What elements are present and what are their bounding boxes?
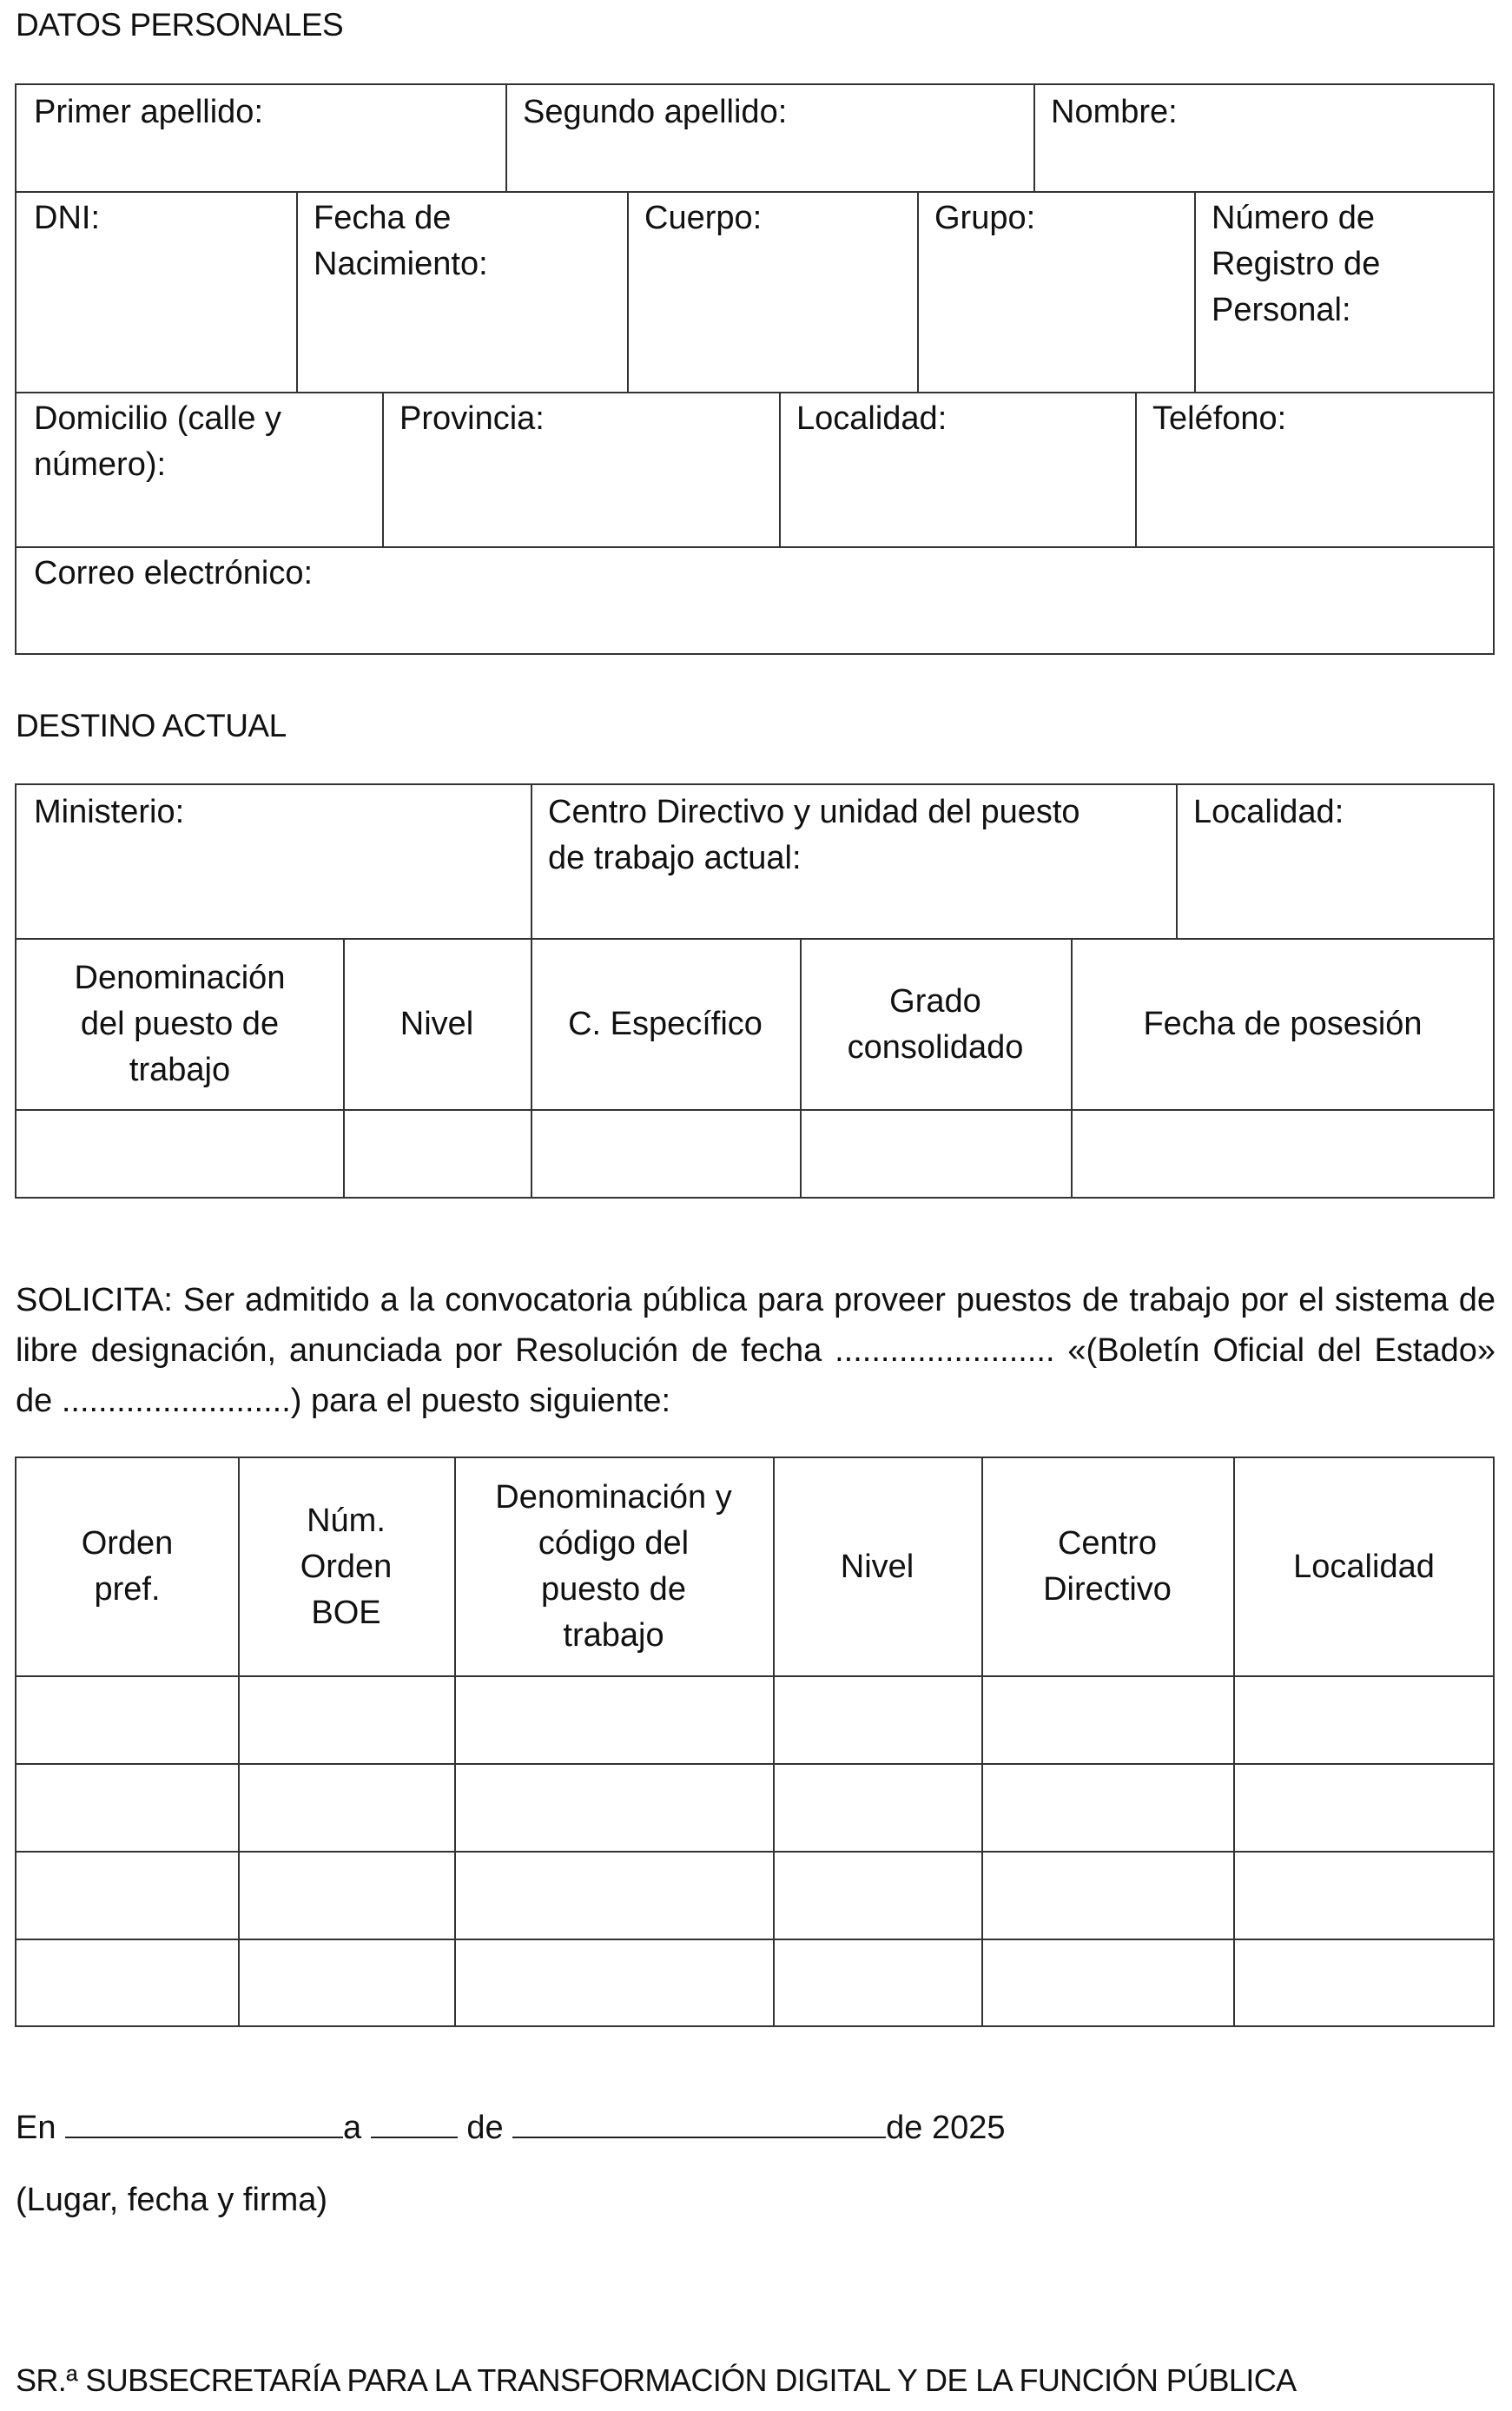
nivel-input[interactable] — [343, 1111, 531, 1198]
provincia-field[interactable]: Provincia: — [399, 400, 545, 437]
fecha-nacimiento-field[interactable]: Fecha de Nacimiento: — [314, 200, 488, 282]
header-denominacion-codigo: Denominación y código del puesto de trabajo — [495, 1479, 732, 1654]
header-complemento-especifico: C. Específico — [568, 1006, 763, 1042]
numero-registro-personal-field[interactable]: Número de Registro de Personal: — [1212, 200, 1381, 328]
firma-line — [16, 2102, 1006, 2147]
dia-blank[interactable] — [371, 2102, 458, 2138]
denominacion-puesto-input[interactable] — [17, 1111, 343, 1198]
header-denominacion-puesto: Denominación del puesto de trabajo — [74, 960, 286, 1088]
centro-directivo-unidad-field[interactable]: Centro Directivo y unidad del puesto de trabajo actual: — [548, 794, 1080, 876]
grado-consolidado-input[interactable] — [800, 1111, 1071, 1198]
header-orden-pref: Orden pref. — [81, 1525, 174, 1608]
primer-apellido-field[interactable]: Primer apellido: — [34, 94, 263, 130]
table-row[interactable] — [17, 1677, 1495, 1763]
datos-personales-table — [15, 83, 1495, 655]
header-localidad: Localidad — [1293, 1548, 1435, 1585]
header-centro-directivo: Centro Directivo — [1043, 1525, 1172, 1608]
segundo-apellido-field[interactable]: Segundo apellido: — [523, 94, 788, 130]
table-row[interactable] — [17, 1940, 1495, 2027]
correo-electronico-field[interactable]: Correo electrónico: — [34, 555, 314, 591]
firma-a-label: a — [343, 2110, 362, 2146]
header-num-orden-boe: Núm. Orden BOE — [300, 1502, 393, 1631]
destino-actual-heading: DESTINO ACTUAL — [16, 708, 287, 743]
telefono-field[interactable]: Teléfono: — [1152, 400, 1287, 437]
datos-personales-heading: DATOS PERSONALES — [16, 7, 344, 43]
table-row[interactable] — [17, 1853, 1495, 1939]
header-puesto-nivel: Nivel — [840, 1548, 914, 1585]
header-grado-consolidado: Grado consolidado — [847, 982, 1024, 1066]
header-nivel: Nivel — [399, 1006, 474, 1042]
destino-localidad-field[interactable]: Localidad: — [1193, 794, 1344, 830]
cuerpo-field[interactable]: Cuerpo: — [644, 200, 763, 236]
destino-actual-table — [15, 783, 1495, 1199]
grupo-field[interactable]: Grupo: — [934, 200, 1036, 236]
lugar-blank[interactable] — [65, 2102, 343, 2138]
header-fecha-posesion: Fecha de posesión — [1143, 1006, 1423, 1042]
localidad-field[interactable]: Localidad: — [796, 400, 947, 437]
complemento-especifico-input[interactable] — [531, 1111, 800, 1198]
firma-year-label: de 2025 — [886, 2110, 1006, 2146]
ministerio-field[interactable]: Ministerio: — [34, 794, 185, 830]
mes-blank[interactable] — [512, 2102, 886, 2138]
dni-field[interactable]: DNI: — [34, 200, 100, 236]
nombre-field[interactable]: Nombre: — [1051, 94, 1178, 130]
firma-caption: (Lugar, fecha y firma) — [16, 2182, 328, 2218]
solicita-paragraph: SOLICITA: Ser admitido a la convocatoria pública para proveer puestos de trabajo por el sistema de libre designación, anunciada por Resolución de fecha ........................ «(Boletín Oficial del Estado» de .........................) para el puesto siguiente: — [16, 1282, 1495, 1419]
table-row[interactable] — [17, 1765, 1495, 1851]
puestos-solicitados-table — [15, 1457, 1495, 2027]
firma-en-label: En — [16, 2110, 56, 2146]
addressee: SR.ª SUBSECRETARÍA PARA LA TRANSFORMACIÓN DIGITAL Y DE LA FUNCIÓN PÚBLICA — [16, 2362, 1297, 2398]
firma-de-label: de — [466, 2110, 504, 2146]
fecha-posesion-input[interactable] — [1071, 1111, 1495, 1198]
domicilio-field[interactable]: Domicilio (calle y número): — [34, 400, 282, 483]
